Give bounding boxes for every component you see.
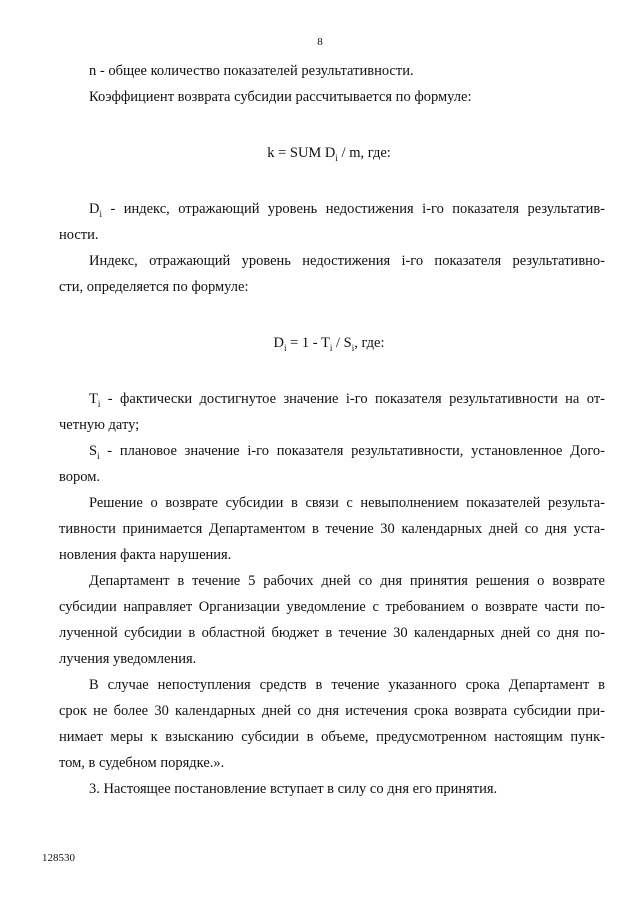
- text-line: новления факта нарушения.: [59, 547, 232, 563]
- text-line: сти, определяется по формуле:: [59, 279, 249, 295]
- text-line: лучения уведомления.: [59, 651, 197, 667]
- text-line: Решение о возврате субсидии в связи с невыполнением показателей результа-: [89, 495, 605, 511]
- text-line: В случае непоступления средств в течение указанного срока Департамент в: [89, 677, 605, 693]
- text-line: n - общее количество показателей результативности.: [89, 63, 414, 79]
- text-line: лученной субсидии в областной бюджет в течение 30 календарных дней со дня по-: [59, 625, 605, 641]
- text-line: том, в судебном порядке.».: [59, 755, 225, 771]
- footer-code: 128530: [42, 852, 75, 864]
- text-line: Индекс, отражающий уровень недостижения i-го показателя результативно-: [89, 253, 605, 269]
- text-line: субсидии направляет Организации уведомление с требованием о возврате части по-: [59, 599, 605, 615]
- formula-k: k = SUM $D_i$ / m, где:: [267, 145, 391, 163]
- text-line: тивности принимается Департаментом в течение 30 календарных дней со дня уста-: [59, 521, 605, 537]
- text-line: $T_i$ - фактически достигнутое значение i-го показателя результативности на от-: [89, 391, 605, 409]
- text-line: ности.: [59, 227, 99, 243]
- text-line: 3. Настоящее постановление вступает в силу со дня его принятия.: [89, 781, 498, 797]
- text-line: нимает меры к взысканию субсидии в объеме, предусмотренном настоящим пунк-: [59, 729, 605, 745]
- text-line: срок не более 30 календарных дней со дня истечения срока возврата субсидии при-: [59, 703, 605, 719]
- text-line: $S_i$ - плановое значение i-го показателя результативности, установленное Дого-: [89, 443, 605, 461]
- text-line: Департамент в течение 5 рабочих дней со дня принятия решения о возврате: [89, 573, 605, 589]
- formula-d: $D_i = 1 - T_i / S_i$, где:: [273, 335, 385, 353]
- text-line: $D_i$ - индекс, отражающий уровень недостижения i-го показателя результатив-: [89, 201, 605, 219]
- text-line: вором.: [59, 469, 101, 485]
- page-number: 8: [317, 36, 323, 48]
- document-body: [59, 58, 605, 802]
- text-line: четную дату;: [59, 417, 140, 433]
- text-line: Коэффициент возврата субсидии рассчитывается по формуле:: [89, 89, 472, 105]
